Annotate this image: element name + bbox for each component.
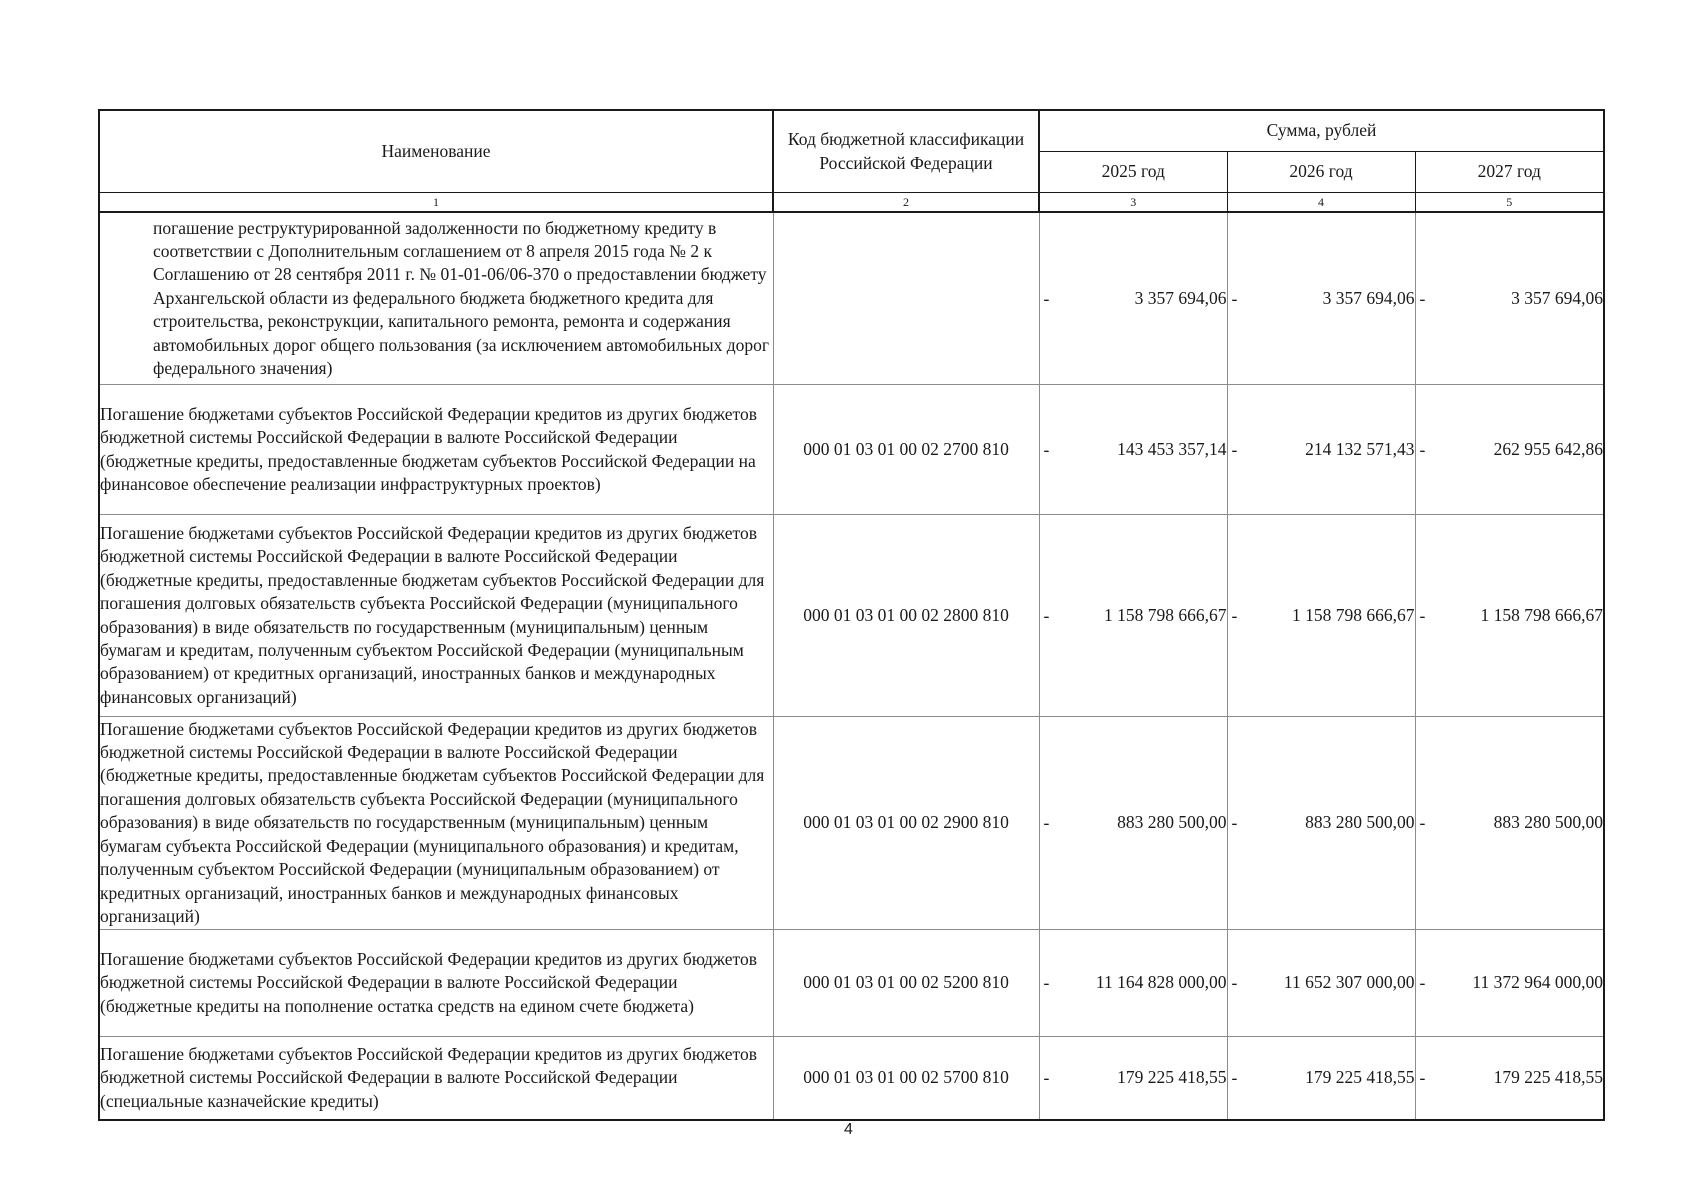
amount-value: 214 132 571,43 (1305, 438, 1415, 459)
row-code: 000 01 03 01 00 02 5200 810 (773, 930, 1039, 1037)
amount-value: 143 453 357,14 (1117, 438, 1227, 459)
amount-value: 179 225 418,55 (1305, 1067, 1415, 1088)
sign-marker: - (1231, 287, 1238, 308)
sign-marker: - (1419, 972, 1426, 993)
budget-table (98, 109, 1605, 1121)
amount-value: 883 280 500,00 (1493, 812, 1604, 833)
sign-marker: - (1231, 972, 1238, 993)
column-number-1: 1 (99, 193, 773, 213)
amount-value: 1 158 798 666,67 (1480, 604, 1604, 625)
amount-2026 (1227, 930, 1415, 1037)
amount-2025 (1039, 1037, 1227, 1121)
table-body (99, 212, 1604, 1120)
sign-marker: - (1419, 812, 1426, 833)
amount-value: 179 225 418,55 (1117, 1067, 1227, 1088)
amount-value: 3 357 694,06 (1134, 287, 1227, 308)
row-code: 000 01 03 01 00 02 5700 810 (773, 1037, 1039, 1121)
row-name: Погашение бюджетами субъектов Российской Федерации кредитов из других бюджетов бюджетной системы Российской Федерации в валюте Российской Федерации (бюджетные кредиты на пополнение остатка средств на едином счете бюджета) (99, 930, 773, 1037)
amount-value: 883 280 500,00 (1305, 812, 1415, 833)
row-name: Погашение бюджетами субъектов Российской Федерации кредитов из других бюджетов бюджетной системы Российской Федерации в валюте Российской Федерации (бюджетные кредиты, предоставленные бюджетам субъектов Российской Федерации на финансовое обеспечение реализации инфраструктурных проектов) (99, 385, 773, 515)
row-code (773, 212, 1039, 385)
sign-marker: - (1043, 812, 1050, 833)
column-number-2: 2 (773, 193, 1039, 213)
sign-marker: - (1419, 438, 1426, 459)
amount-2026 (1227, 385, 1415, 515)
header-year-2026: 2026 год (1227, 152, 1415, 193)
sign-marker: - (1419, 1067, 1426, 1088)
header-sum: Сумма, рублей (1039, 110, 1604, 152)
table-row (99, 385, 1604, 515)
table-row (99, 212, 1604, 385)
amount-2027 (1415, 515, 1604, 717)
amount-2025 (1039, 515, 1227, 717)
column-number-5: 5 (1415, 193, 1604, 213)
amount-2025 (1039, 717, 1227, 930)
amount-2026 (1227, 212, 1415, 385)
amount-2027 (1415, 717, 1604, 930)
sign-marker: - (1043, 1067, 1050, 1088)
amount-2025 (1039, 930, 1227, 1037)
column-number-3: 3 (1039, 193, 1227, 213)
header-year-2027: 2027 год (1415, 152, 1604, 193)
amount-value: 262 955 642,86 (1493, 438, 1604, 459)
row-name: Погашение бюджетами субъектов Российской Федерации кредитов из других бюджетов бюджетной системы Российской Федерации в валюте Российской Федерации (бюджетные кредиты, предоставленные бюджетам субъектов Российской Федерации для погашения долговых обязательств субъекта Российской Федерации (муниципального образования) в виде обязательств по государственным (муниципальным) ценным бумагам и кредитам, полученным субъектом Российской Федерации (муниципальным образованием) от кредитных организаций, иностранных банков и международных финансовых организаций) (99, 515, 773, 717)
row-name: погашение реструктурированной задолженности по бюджетному кредиту в соответствии с Дополнительным соглашением от 8 апреля 2015 года № 2 к Соглашению от 28 сентября 2011 г. № 01-01-06/06-370 о предоставлении бюджету Архангельской области из федерального бюджета бюджетного кредита для строительства, реконструкции, капитального ремонта, ремонта и содержания автомобильных дорог общего пользования (за исключением автомобильных дорог федерального значения) (99, 212, 773, 385)
amount-value: 11 164 828 000,00 (1095, 972, 1227, 993)
amount-value: 179 225 418,55 (1493, 1067, 1604, 1088)
amount-2027 (1415, 212, 1604, 385)
sign-marker: - (1043, 438, 1050, 459)
row-name: Погашение бюджетами субъектов Российской Федерации кредитов из других бюджетов бюджетной системы Российской Федерации в валюте Российской Федерации (специальные казначейские кредиты) (99, 1037, 773, 1121)
amount-2027 (1415, 930, 1604, 1037)
amount-2025 (1039, 212, 1227, 385)
amount-2027 (1415, 1037, 1604, 1121)
row-code: 000 01 03 01 00 02 2900 810 (773, 717, 1039, 930)
amount-2025 (1039, 385, 1227, 515)
sign-marker: - (1231, 812, 1238, 833)
amount-value: 3 357 694,06 (1511, 287, 1604, 308)
sign-marker: - (1043, 604, 1050, 625)
sign-marker: - (1231, 604, 1238, 625)
header-year-2025: 2025 год (1039, 152, 1227, 193)
sign-marker: - (1043, 972, 1050, 993)
page-number: 4 (844, 1121, 853, 1138)
amount-value: 1 158 798 666,67 (1104, 604, 1227, 625)
amount-value: 11 652 307 000,00 (1283, 972, 1415, 993)
sign-marker: - (1419, 604, 1426, 625)
sign-marker: - (1231, 438, 1238, 459)
amount-value: 11 372 964 000,00 (1472, 972, 1604, 993)
header-code: Код бюджетной классификации Российской Федерации (773, 110, 1039, 193)
row-code: 000 01 03 01 00 02 2700 810 (773, 385, 1039, 515)
row-name: Погашение бюджетами субъектов Российской Федерации кредитов из других бюджетов бюджетной системы Российской Федерации в валюте Российской Федерации (бюджетные кредиты, предоставленные бюджетам субъектов Российской Федерации для погашения долговых обязательств субъекта Российской Федерации (муниципального образования) в виде обязательств по государственным (муниципальным) ценным бумагам субъекта Российской Федерации (муниципального образования) и кредитам, полученным субъектом Российской Федерации (муниципальным образованием) от кредитных организаций, иностранных банков и международных финансовых организаций) (99, 717, 773, 930)
table-header (99, 110, 1604, 212)
amount-2026 (1227, 1037, 1415, 1121)
table-row (99, 930, 1604, 1037)
amount-2026 (1227, 717, 1415, 930)
amount-2027 (1415, 385, 1604, 515)
row-code: 000 01 03 01 00 02 2800 810 (773, 515, 1039, 717)
sign-marker: - (1043, 287, 1050, 308)
header-name: Наименование (99, 110, 773, 193)
column-number-4: 4 (1227, 193, 1415, 213)
table-row (99, 1037, 1604, 1121)
table-row (99, 515, 1604, 717)
amount-value: 883 280 500,00 (1117, 812, 1227, 833)
sign-marker: - (1419, 287, 1426, 308)
sign-marker: - (1231, 1067, 1238, 1088)
table-row (99, 717, 1604, 930)
amount-value: 3 357 694,06 (1322, 287, 1415, 308)
amount-2026 (1227, 515, 1415, 717)
amount-value: 1 158 798 666,67 (1292, 604, 1415, 625)
